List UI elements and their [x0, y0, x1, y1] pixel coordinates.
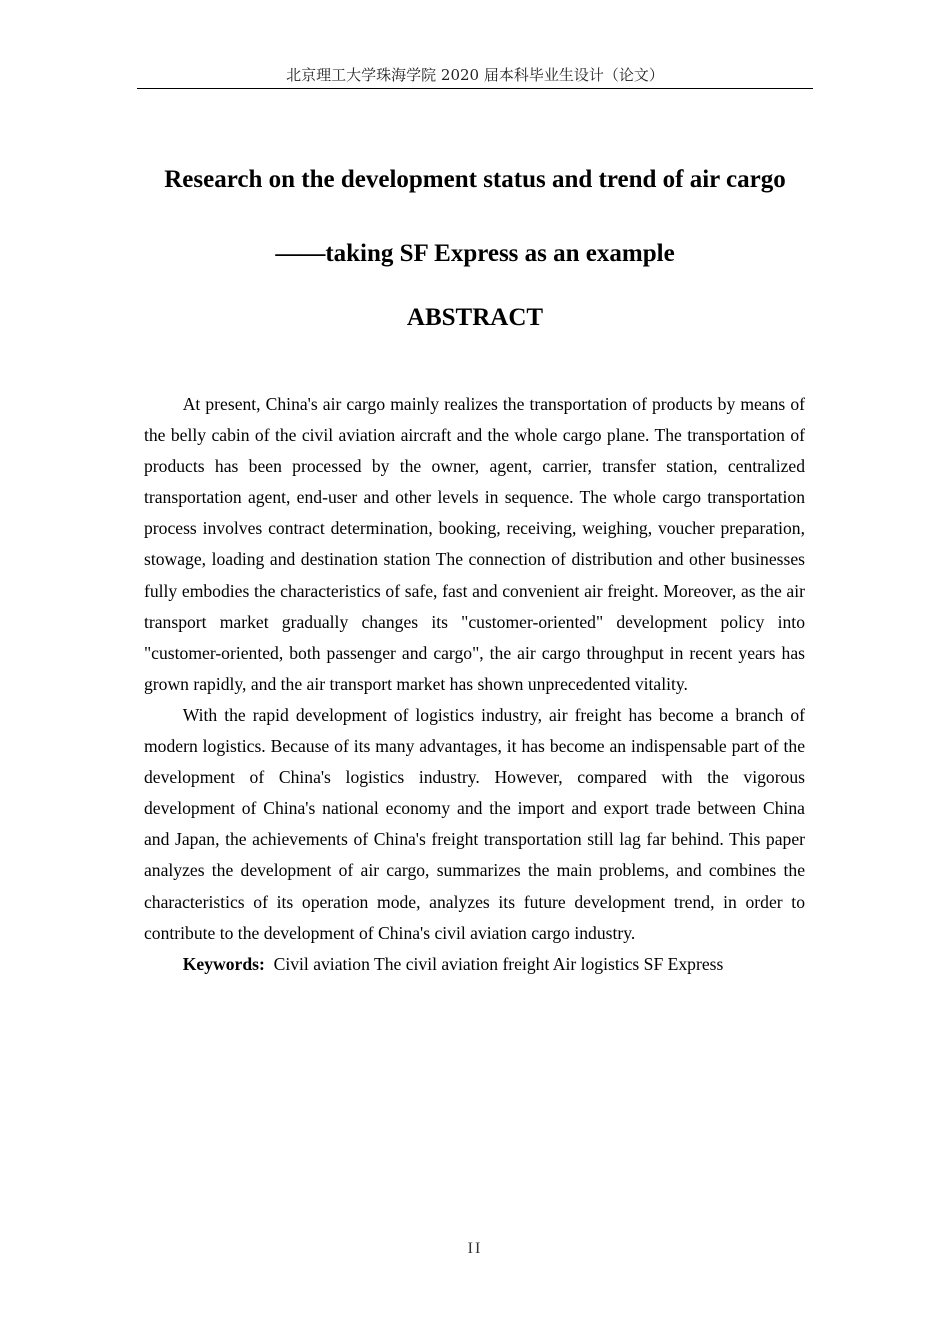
- paper-subtitle: ——taking SF Express as an example: [275, 240, 675, 267]
- keywords-line: [144, 949, 805, 980]
- page-number: II: [467, 1240, 483, 1257]
- abstract-paragraph-1: At present, China's air cargo mainly realizes the transportation of products by means of the belly cabin of the civil aviation aircraft and the whole cargo plane. The transportation of products has been processed by the owner, agent, carrier, transfer station, centralized transportation agent, end-user and other levels in sequence. The whole cargo transportation process involves contract determination, booking, receiving, weighing, voucher preparation, stowage, loading and destination station The connection of distribution and other businesses fully embodies the characteristics of safe, fast and convenient air freight. Moreover, as the air transport market gradually changes its "customer-oriented" development policy into "customer-oriented, both passenger and cargo", the air cargo throughput in recent years has grown rapidly, and the air transport market has shown unprecedented vitality.: [144, 394, 805, 694]
- paper-title: Research on the development status and trend of air cargo: [164, 166, 786, 193]
- keywords-list: Civil aviation The civil aviation freight Air logistics SF Express: [273, 953, 724, 974]
- abstract-heading: ABSTRACT: [406, 304, 544, 331]
- abstract-paragraph-2: With the rapid development of logistics industry, air freight has become a branch of modern logistics. Because of its many advantages, it has become an indispensable part of the development of China's logistics industry. However, compared with the vigorous development of China's national economy and the import and export trade between China and Japan, the achievements of China's freight transportation still lag far behind. This paper analyzes the development of air cargo, summarizes the main problems, and combines the characteristics of its operation mode, analyzes its future development trend, in order to contribute to the development of China's civil aviation cargo industry.: [144, 704, 805, 943]
- abstract-body: [144, 389, 805, 980]
- running-header: 北京理工大学珠海学院 2020 届本科毕业生设计（论文）: [137, 62, 813, 89]
- keywords-label: Keywords:: [182, 953, 265, 974]
